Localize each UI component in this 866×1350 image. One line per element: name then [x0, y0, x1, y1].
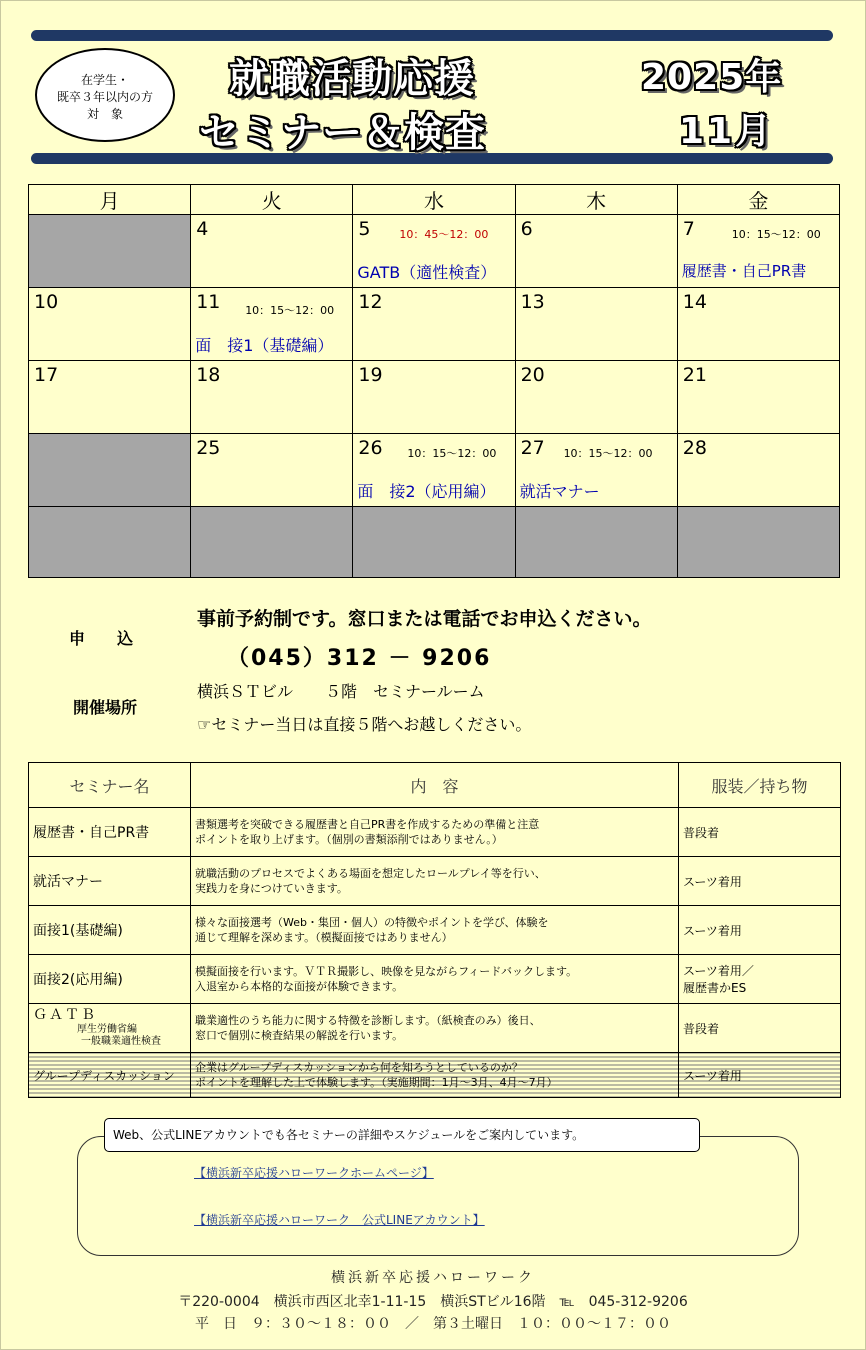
calendar-cell	[677, 288, 839, 361]
week-row-3	[29, 361, 840, 434]
weekday-wed: 水	[353, 185, 515, 215]
day-number: 13	[520, 291, 545, 313]
seminar-description	[191, 1004, 679, 1053]
day-number: 21	[682, 364, 707, 386]
week-row-5	[29, 507, 840, 578]
event-time: 10：15～12：00	[731, 228, 821, 241]
day-number: 7	[682, 218, 695, 240]
desc-line: 実践力を身につけていきます。	[195, 882, 348, 895]
line-account-link[interactable]: 【横浜新卒応援ハローワーク 公式LINEアカウント】	[194, 1213, 485, 1227]
seminar-wear-header: 服装／持ち物	[679, 763, 841, 808]
desc-line: 通じて理解を深めます。（模擬面接ではありません）	[195, 931, 453, 944]
year: 2025年	[641, 57, 783, 98]
wear-line: スーツ着用／	[683, 964, 754, 978]
calendar-cell	[353, 361, 515, 434]
seminar-row	[29, 1053, 841, 1098]
seminar-row	[29, 808, 841, 857]
event-time: 10：15～12：00	[563, 447, 653, 460]
seminar-content-header: 内 容	[191, 763, 679, 808]
week-row-4	[29, 434, 840, 507]
desc-line: 書類選考を突破できる履歴書と自己PR書を作成するための準備と注意	[195, 818, 540, 831]
desc-line: 就職活動のプロセスでよくある場面を想定したロールプレイ等を行い、	[195, 867, 546, 880]
calendar-cell-empty	[29, 507, 191, 578]
event-title: GATB（適性検査）	[357, 263, 497, 282]
calendar-cell	[515, 361, 677, 434]
wear-line: 履歴書かES	[683, 981, 747, 995]
venue-note-line	[197, 712, 531, 735]
links-notice: Web、公式LINEアカウントでも各セミナーの詳細やスケジュールをご案内しています。	[104, 1118, 700, 1152]
seminar-wear	[679, 906, 841, 955]
day-number: 25	[196, 437, 221, 459]
title-line-1: 就職活動応援	[229, 56, 475, 102]
week-row-1	[29, 215, 840, 288]
calendar-cell	[515, 288, 677, 361]
wear-line: スーツ着用	[683, 874, 742, 889]
calendar-cell-empty	[191, 507, 353, 578]
target-line-2: 既卒３年以内の方	[56, 90, 153, 104]
weekday-row	[29, 185, 840, 215]
target-line-3: 対 象	[86, 107, 123, 121]
calendar-cell	[515, 434, 677, 507]
venue-label: 開催場所	[73, 698, 138, 717]
seminar-table	[28, 762, 841, 1098]
weekday-mon: 月	[29, 185, 191, 215]
day-number: 11	[196, 291, 221, 313]
pointing-hand-icon: ☞	[197, 715, 212, 734]
calendar-cell-empty	[677, 507, 839, 578]
day-number: 5	[358, 218, 371, 240]
footer-org: 横浜新卒応援ハローワーク	[331, 1270, 535, 1286]
seminar-name-header: セミナー名	[29, 763, 191, 808]
seminar-name: 面接2(応用編)	[29, 955, 191, 1004]
homepage-link[interactable]: 【横浜新卒応援ハローワークホームページ】	[194, 1166, 434, 1180]
desc-line: ポイントを取り上げます。（個別の書類添削ではありません。）	[195, 833, 503, 846]
weekday-thu: 木	[515, 185, 677, 215]
top-bar	[31, 30, 833, 41]
desc-line: 様々な面接選考（Web・集団・個人）の特徴やポイントを学び、体験を	[195, 916, 549, 929]
event-title: 面 接2（応用編）	[357, 482, 496, 501]
day-number: 20	[520, 364, 545, 386]
wear-line: スーツ着用	[683, 1068, 742, 1083]
seminar-wear	[679, 955, 841, 1004]
target-line-1: 在学生・	[80, 73, 129, 87]
title-line-2: セミナー＆検査	[199, 110, 486, 156]
phone-number: （045）312 － 9206	[227, 646, 492, 671]
wear-line: スーツ着用	[683, 923, 742, 938]
event-title: 就活マナー	[519, 482, 600, 501]
calendar-cell	[677, 434, 839, 507]
calendar-cell	[29, 288, 191, 361]
seminar-name: 就活マナー	[29, 857, 191, 906]
day-number: 26	[358, 437, 383, 459]
day-number: 17	[34, 364, 59, 386]
desc-line: 窓口で個別に検査結果の解説を行います。	[195, 1029, 404, 1042]
seminar-header-row	[29, 763, 841, 808]
calendar-cell	[191, 215, 353, 288]
desc-line: ポイントを理解した上で体験します。（実施期間：1月～3月、4月～7月）	[195, 1076, 558, 1089]
seminar-subtitle: 厚生労働省編	[77, 1024, 137, 1035]
calendar-cell-empty	[29, 215, 191, 288]
calendar-cell	[29, 361, 191, 434]
seminar-wear	[679, 1004, 841, 1053]
target-audience-oval	[35, 48, 175, 142]
seminar-wear	[679, 808, 841, 857]
calendar-cell	[677, 361, 839, 434]
day-number: 28	[682, 437, 707, 459]
weekday-fri: 金	[677, 185, 839, 215]
week-row-2	[29, 288, 840, 361]
day-number: 19	[358, 364, 383, 386]
seminar-description	[191, 906, 679, 955]
event-title: 面 接1（基礎編）	[195, 336, 334, 355]
day-number: 4	[196, 218, 209, 240]
calendar-cell	[191, 361, 353, 434]
seminar-name: ＧＡＴＢ	[33, 1007, 97, 1023]
seminar-description	[191, 857, 679, 906]
seminar-description	[191, 955, 679, 1004]
venue-place: 横浜ＳＴビル ５階 セミナールーム	[197, 682, 485, 701]
calendar-cell	[353, 288, 515, 361]
day-number: 27	[520, 437, 545, 459]
seminar-name-cell	[29, 1004, 191, 1053]
seminar-wear	[679, 857, 841, 906]
day-number: 10	[34, 291, 59, 313]
weekday-tue: 火	[191, 185, 353, 215]
links-box	[77, 1136, 799, 1256]
calendar-cell	[515, 215, 677, 288]
event-time: 10：15～12：00	[245, 304, 335, 317]
calendar-table	[28, 184, 840, 578]
event-time: 10：45～12：00	[399, 228, 489, 241]
calendar-cell	[191, 288, 353, 361]
day-number: 18	[196, 364, 221, 386]
seminar-subtitle: 一般職業適性検査	[81, 1036, 161, 1047]
calendar-cell	[353, 434, 515, 507]
desc-line: 模擬面接を行います。ＶＴＲ撮影し、映像を見ながらフィードバックします。	[195, 965, 578, 978]
venue-note: セミナー当日は直接５階へお越しください。	[211, 715, 532, 734]
calendar-cell-empty	[353, 507, 515, 578]
desc-line: 企業はグループディスカッションから何を知ろうとしているのか？	[195, 1061, 523, 1074]
calendar-cell-empty	[515, 507, 677, 578]
seminar-name: 履歴書・自己PR書	[29, 808, 191, 857]
application-label: 申 込	[69, 629, 134, 648]
event-title: 履歴書・自己PR書	[681, 262, 807, 280]
day-number: 12	[358, 291, 383, 313]
desc-line: 職業適性のうち能力に関する特徴を診断します。（紙検査のみ）後日、	[195, 1014, 541, 1027]
day-number: 6	[520, 218, 533, 240]
footer-hours: 平 日 ９：３０～１８：００ ／ 第３土曜日 １０：００～１７：００	[195, 1316, 671, 1332]
seminar-row	[29, 955, 841, 1004]
calendar-cell-empty	[29, 434, 191, 507]
event-time: 10：15～12：00	[407, 447, 497, 460]
calendar-cell	[191, 434, 353, 507]
application-text: 事前予約制です。窓口または電話でお申込ください。	[197, 608, 652, 630]
calendar-cell	[677, 215, 839, 288]
footer-address: 〒220-0004 横浜市西区北幸1-11-15 横浜STビル16階 ℡ 045-312-9206	[178, 1294, 688, 1310]
desc-line: 入退室から本格的な面接が体験できます。	[195, 980, 404, 993]
wear-line: 普段着	[683, 825, 720, 840]
calendar-cell	[353, 215, 515, 288]
day-number: 14	[682, 291, 707, 313]
seminar-description	[191, 808, 679, 857]
seminar-row	[29, 857, 841, 906]
seminar-row	[29, 906, 841, 955]
wear-line: 普段着	[683, 1021, 720, 1036]
seminar-name: 面接1(基礎編)	[29, 906, 191, 955]
month: 11月	[679, 111, 775, 152]
seminar-row	[29, 1004, 841, 1053]
seminar-description	[191, 1053, 679, 1098]
seminar-name: グループディスカッション	[29, 1053, 191, 1098]
seminar-wear	[679, 1053, 841, 1098]
